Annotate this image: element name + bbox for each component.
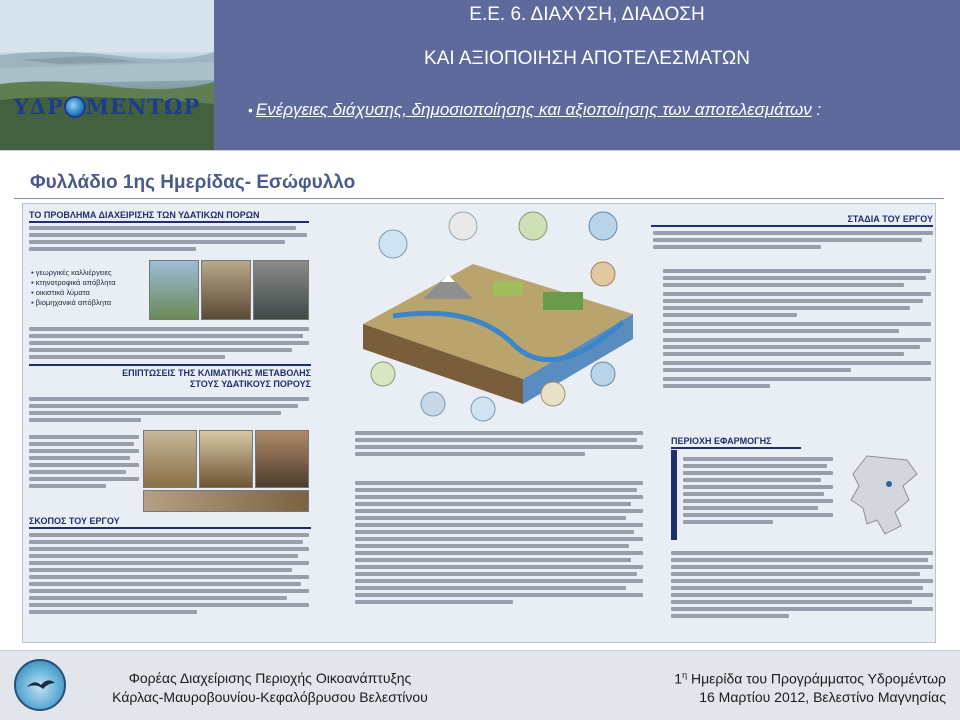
scope-paragraph [29, 530, 309, 614]
photo-livestock [201, 260, 251, 320]
climate-paragraph [29, 394, 309, 422]
footer-event-number: 1 [674, 670, 683, 687]
lake-photo [0, 0, 214, 150]
photo-dry-field [199, 430, 253, 488]
leaflet-right-column [651, 204, 936, 643]
water-cycle-diagram [353, 204, 645, 426]
subtitle [248, 100, 821, 120]
logo-text-left: ΥΔΡ [13, 94, 64, 119]
pollution-sources-list [31, 268, 151, 308]
photo-sewage [253, 260, 309, 320]
footer-org-line1: Φορέας Διαχείρισης Περιοχής Οικοανάπτυξης [128, 670, 412, 686]
photo-drought [143, 430, 197, 488]
karla-paragraph [671, 548, 933, 618]
photo-irrigation [149, 260, 199, 320]
list-item: ▪ βιομηχανικά απόβλητα [31, 298, 151, 308]
footer-event-line2: 16 Μαρτίου 2012, Βελεστίνο Μαγνησίας [699, 689, 946, 705]
footer-event-line1 [516, 670, 946, 687]
system-paragraph [355, 478, 643, 604]
bird-icon [26, 675, 56, 695]
header-banner [0, 0, 960, 150]
stages-heading: ΣΤΑΔΙΑ ΤΟΥ ΕΡΓΟΥ [651, 214, 933, 227]
footer-event-superscript: η [682, 670, 688, 680]
leaflet-middle-column [353, 204, 645, 643]
leaflet-left-column [23, 204, 313, 643]
sheet-title: Φυλλάδιο 1ης Ημερίδας- Εσώφυλλο [30, 172, 356, 193]
leaflet-image [22, 203, 936, 643]
problem-paragraph [29, 226, 307, 251]
list-item: ▪ γεωργικές καλλιέργειες [31, 268, 151, 278]
globe-icon [64, 96, 86, 118]
title-line-1: Ε.Ε. 6. ΔΙΑΧΥΣΗ, ΔΙΑΔΟΣΗ [469, 4, 705, 25]
footer-org-line2: Κάρλας-Μαυροβουνίου-Κεφαλόβρυσου Βελεστίνου [112, 689, 428, 705]
list-item: ▪ κτηνοτροφικά απόβλητα [31, 278, 151, 288]
climate-heading-line2: ΣΤΟΥΣ ΥΔΑΤΙΚΟΥΣ ΠΟΡΟΥΣ [189, 379, 311, 389]
scope-heading: ΣΚΟΠΟΣ ΤΟΥ ΕΡΓΟΥ [29, 516, 311, 529]
innovation-paragraph [355, 428, 643, 456]
subtitle-suffix: : [811, 100, 822, 119]
greece-map-icon [837, 450, 933, 540]
photo-landscape [143, 490, 309, 512]
climate-heading-line1: ΕΠΙΠΤΩΣΕΙΣ ΤΗΣ ΚΛΙΜΑΤΙΚΗΣ ΜΕΤΑΒΟΛΗΣ [122, 368, 311, 378]
footer-event-name: Ημερίδα του Προγράμματος Υδρομέντωρ [687, 670, 946, 687]
work-units-list [663, 266, 931, 388]
bullet-icon: • [248, 102, 253, 118]
application-area-heading: ΠΕΡΙΟΧΗ ΕΦΑΡΜΟΓΗΣ [671, 436, 801, 449]
title-line-2: ΚΑΙ ΑΞΙΟΠΟΙΗΣΗ ΑΠΟΤΕΛΕΣΜΑΤΩΝ [424, 48, 750, 69]
hydromentor-logo-icon [0, 94, 214, 119]
bird-emblem-icon [14, 659, 66, 711]
application-paragraph [683, 454, 833, 524]
changes-paragraph [29, 432, 139, 488]
agri-paragraph [29, 324, 309, 359]
photo-cracked-soil [255, 430, 309, 488]
list-item: ▪ οικιστικά λύματα [31, 288, 151, 298]
problem-heading: ΤΟ ΠΡΟΒΛΗΜΑ ΔΙΑΧΕΙΡΙΣΗΣ ΤΩΝ ΥΔΑΤΙΚΩΝ ΠΟΡΩΝ [29, 210, 309, 223]
divider [14, 198, 944, 199]
logo-text-right: ΜΕΝΤΩΡ [85, 94, 201, 119]
climate-heading [29, 368, 311, 390]
stages-intro [653, 228, 933, 249]
subtitle-text: Ενέργειες διάχυσης, δημοσιοποίησης και αξιοποίησης των αποτελεσμάτων [255, 100, 812, 119]
